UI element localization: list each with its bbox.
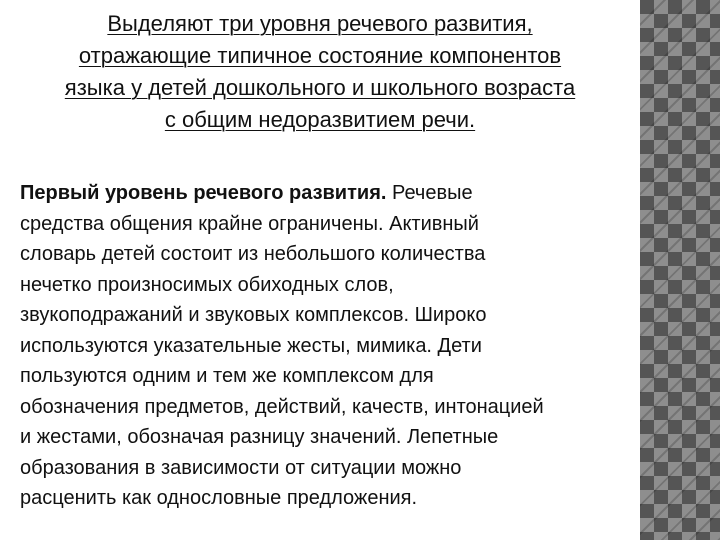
body-line: нечетко произносимых обиходных слов,: [20, 273, 394, 296]
body-line: используются указательные жесты, мимика. Дети: [20, 334, 482, 357]
decorative-side-pattern: [640, 0, 720, 540]
body-line: обозначения предметов, действий, качеств, интонацией: [20, 395, 544, 418]
slide-title: [18, 8, 622, 136]
body-line: звукоподражаний и звуковых комплексов. Широко: [20, 304, 487, 326]
body-line: и жестами, обозначая разницу значений. Лепетные: [20, 426, 499, 448]
body-paragraph: [20, 178, 640, 514]
body-line: [20, 178, 640, 209]
title-line: с общим недоразвитием речи.: [164, 107, 476, 132]
title-line: языка у детей дошкольного и школьного возраста: [64, 75, 576, 100]
body-line: расценить как однословные предложения.: [20, 487, 418, 509]
body-line: словарь детей состоит из небольшого количества: [20, 243, 486, 265]
body-line-start: Речевые: [386, 182, 473, 204]
title-line: Выделяют три уровня речевого развития,: [107, 11, 533, 36]
lead-heading: Первый уровень речевого развития.: [20, 182, 387, 204]
title-line: отражающие типичное состояние компонентов: [78, 43, 562, 68]
body-line: образования в зависимости от ситуации можно: [20, 456, 462, 479]
body-line: средства общения крайне ограничены. Активный: [20, 212, 479, 235]
body-line: пользуются одним и тем же комплексом для: [20, 365, 434, 387]
